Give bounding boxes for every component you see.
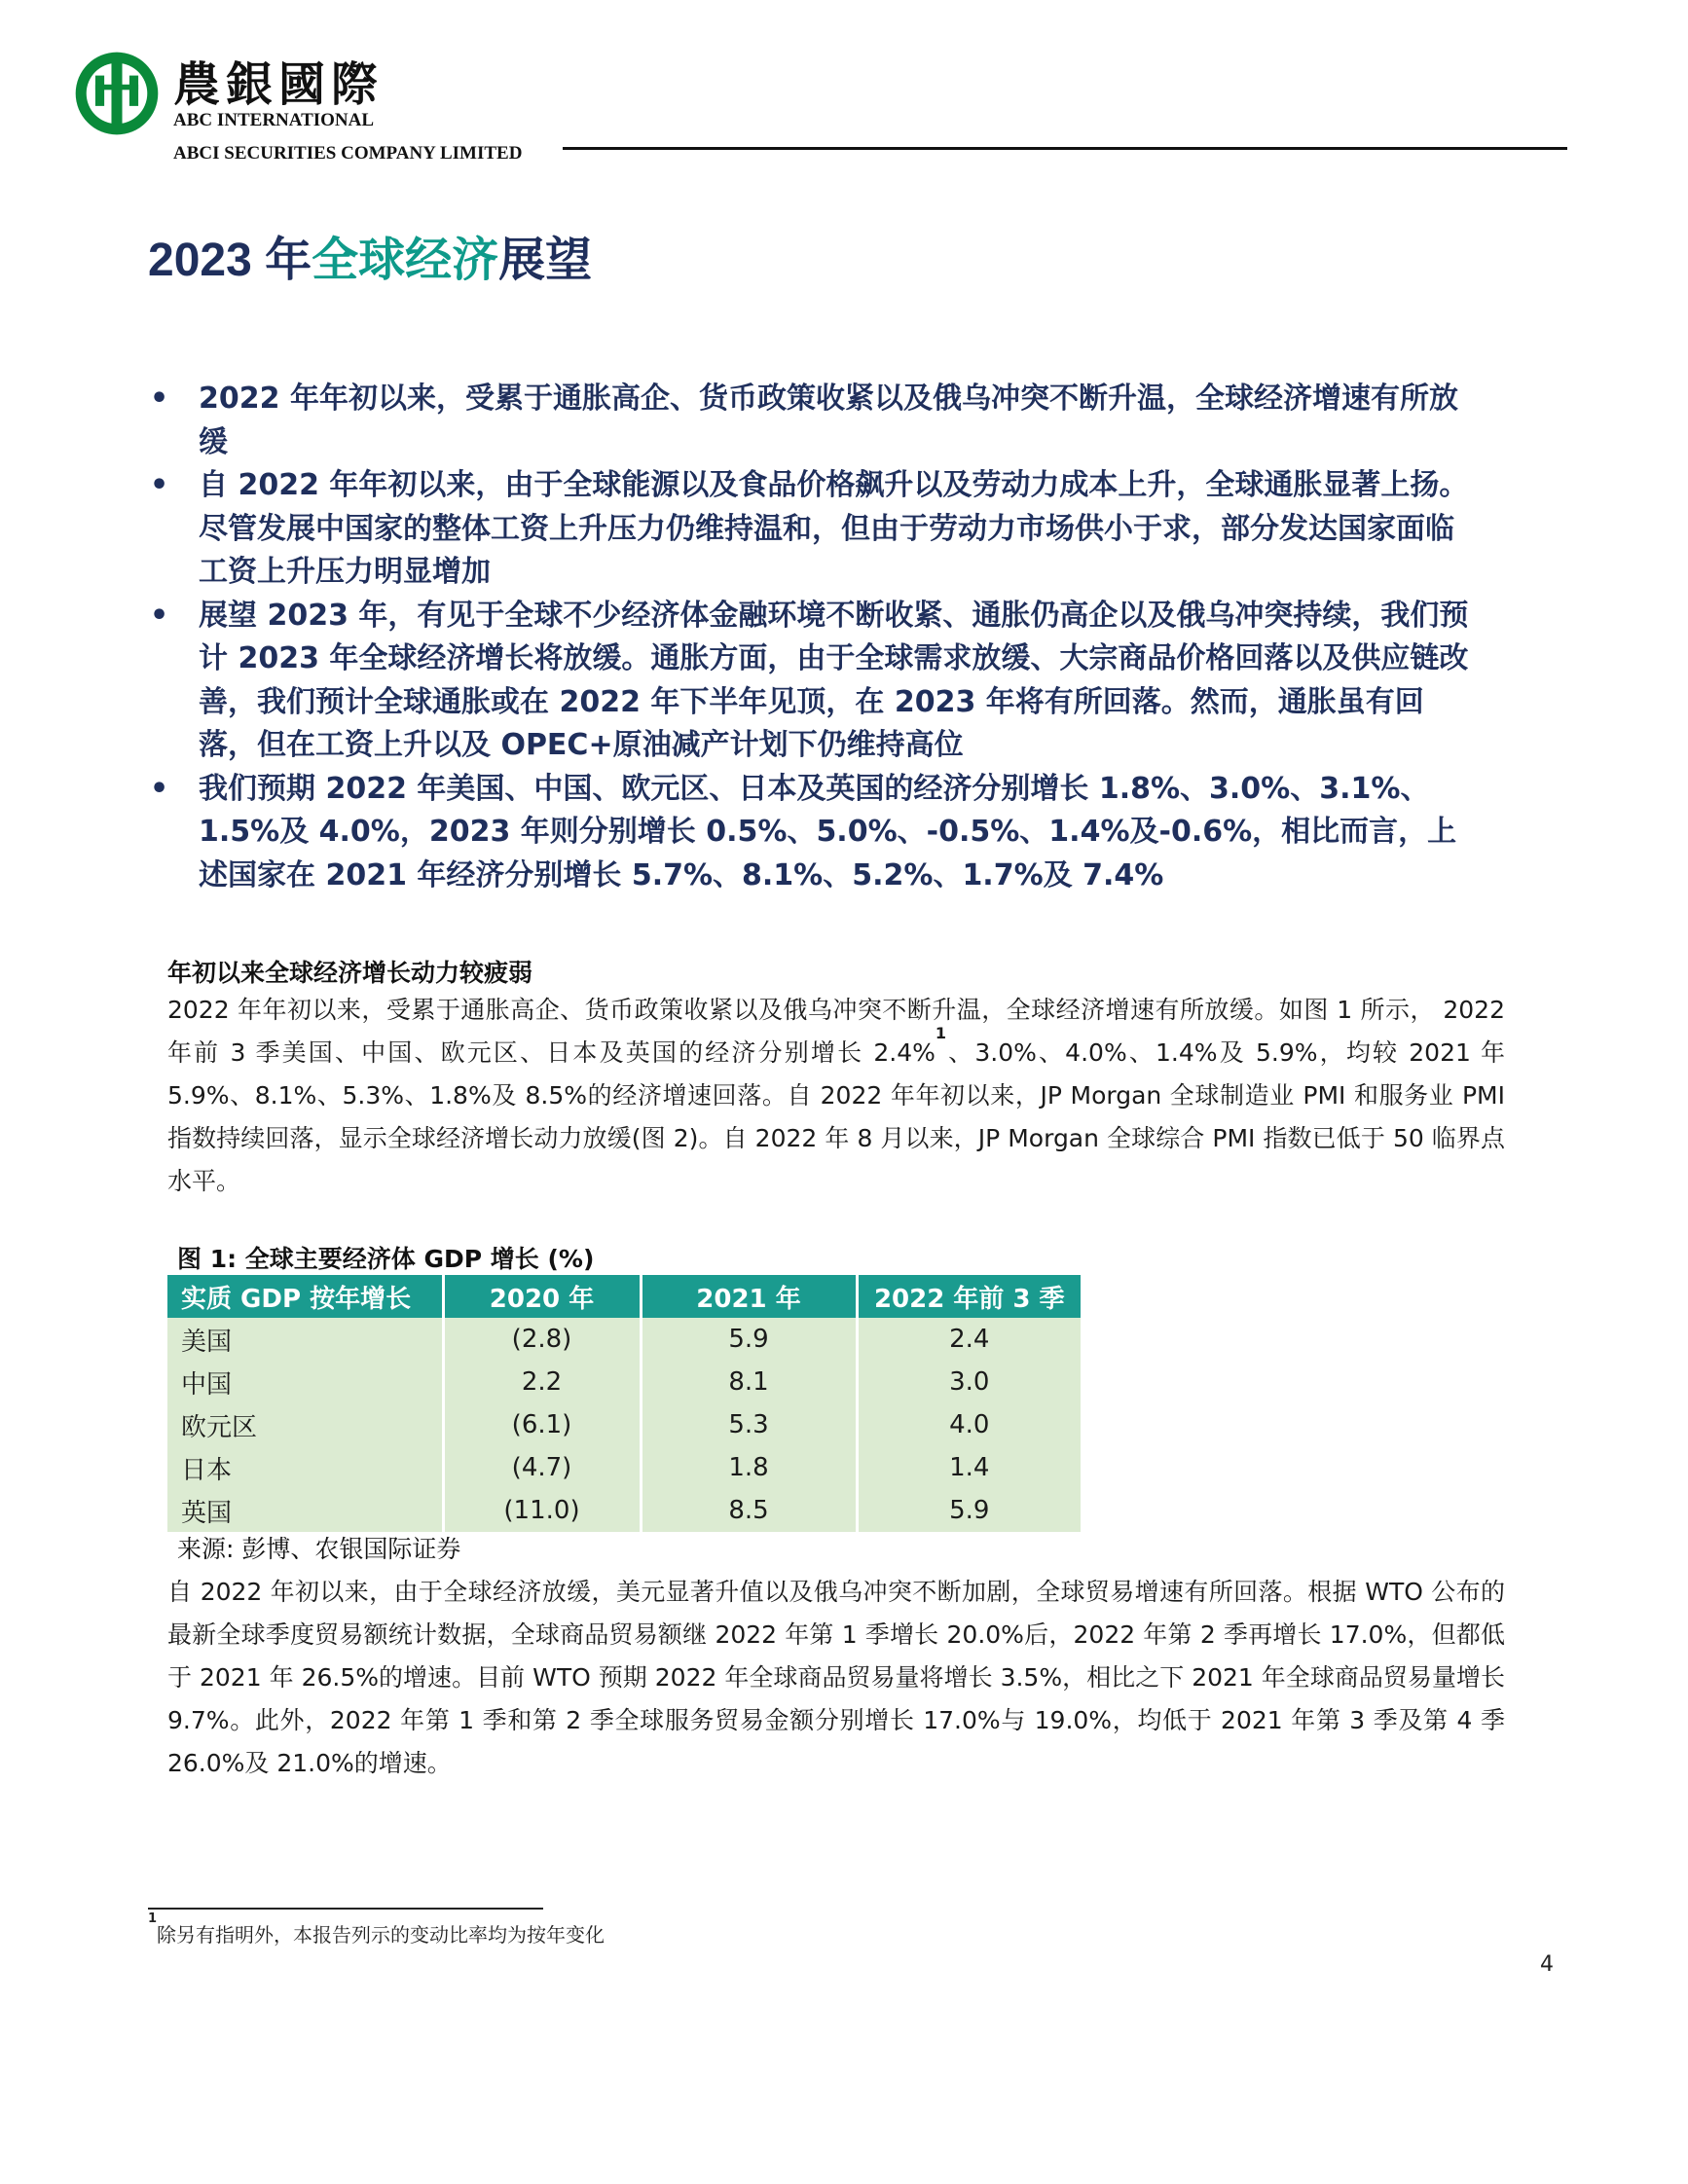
column-header: 实质 GDP 按年增长 [167,1275,443,1318]
page-number: 4 [1540,1952,1554,1977]
key-point: • 展望 2023 年，有见于全球不少经济体金融环境不断收紧、通胀仍高企以及俄乌冲突持续，我们预计 2023 年全球经济增长将放缓。通胀方面，由于全球需求放缓、大宗商品价格回落以及供应链改善，我们预计全球通胀或在 2022 年下半年见顶，在 2023 年将有所回落。然而，通胀虽有回落，但在工资上升以及 OPEC+原油减产计划下仍维持高位 [146,595,1480,768]
key-point: • 我们预期 2022 年美国、中国、欧元区、日本及英国的经济分别增长 1.8%、3.0%、3.1%、1.5%及 4.0%，2023 年则分别增长 0.5%、5.0%、-0.5%、1.4%及-0.6%，相比而言，上述国家在 2021 年经济分别增长 5.7%、8.1%、5.2%、1.7%及 7.4% [146,768,1480,898]
title-part-highlight: 全球经济 [312,235,499,286]
row-label: 欧元区 [167,1403,443,1446]
table-cell: 4.0 [857,1403,1081,1446]
table-source: 来源: 彭博、农银国际证券 [177,1535,461,1563]
body-paragraph: 自 2022 年初以来，由于全球经济放缓，美元显著升值以及俄乌冲突不断加剧，全球贸易增速有所回落。根据 WTO 公布的最新全球季度贸易额统计数据，全球商品贸易额继 2022 年第 1 季增长 20.0%后，2022 年第 2 季再增长 17.0%，但都低于 2021 年 26.5%的增速。目前 WTO 预期 2022 年全球商品贸易量将增长 3.5%，相比之下 2021 年全球商品贸易量增长 9.7%。此外，2022 年第 1 季和第 2 季全球服务贸易金额分别增长 17.0%与 19.0%，均低于 2021 年第 3 季及第 4 季 26.0%及 21.0%的增速。 [167,1578,1505,1777]
table-cell: (6.1) [443,1403,641,1446]
table-cell: (2.8) [443,1318,641,1361]
gdp-growth-table [167,1275,1081,1532]
column-header: 2022 年前 3 季 [857,1275,1081,1318]
abc-logo-icon [72,49,162,138]
section-heading: 年初以来全球经济增长动力较疲弱 [167,959,533,987]
table-row [167,1489,1081,1532]
table-cell: 3.0 [857,1361,1081,1403]
table-cell: 2.2 [443,1361,641,1403]
table-row [167,1446,1081,1489]
body-paragraph [167,989,1505,1203]
company-name: ABCI SECURITIES COMPANY LIMITED [173,143,523,164]
paragraph-text: 2022 年年初以来，受累于通胀高企、货币政策收紧以及俄乌冲突不断升温，全球经济增速有所放缓。如图 1 所示， 2022 年前 3 季美国、中国、欧元区、日本及英国的经济分别增长 2.4% [167,996,1505,1067]
row-label: 日本 [167,1446,443,1489]
paragraph-text: 、3.0%、4.0%、1.4%及 5.9%，均较 2021 年 5.9%、8.1%、5.3%、1.8%及 8.5%的经济增速回落。自 2022 年年初以来，JP Morgan 全球制造业 PMI 和服务业 PMI 指数持续回落，显示全球经济增长动力放缓(图 2)。自 2022 年 8 月以来，JP Morgan 全球综合 PMI 指数已低于 50 临界点水平。 [167,1038,1505,1195]
column-header: 2021 年 [641,1275,857,1318]
brand-name-chinese: 農銀國際 [173,57,385,112]
key-point: • 2022 年年初以来，受累于通胀高企、货币政策收紧以及俄乌冲突不断升温，全球经济增速有所放缓 [146,378,1480,464]
table-cell: (11.0) [443,1489,641,1532]
table-cell: 1.4 [857,1446,1081,1489]
footnote-reference: 1 [935,1024,947,1042]
title-part-year: 2023 年 [148,235,312,286]
footnote-divider [148,1908,543,1910]
table-cell: 8.1 [641,1361,857,1403]
brand-name-english: ABC INTERNATIONAL [173,110,375,130]
table-cell: 2.4 [857,1318,1081,1361]
footnote-text: 除另有指明外，本报告列示的变动比率均为按年变化 [157,1923,605,1947]
figure-caption: 图 1: 全球主要经济体 GDP 增长 (%) [177,1245,595,1273]
footnote-mark: 1 [148,1911,158,1926]
table-cell: (4.7) [443,1446,641,1489]
table-cell: 5.3 [641,1403,857,1446]
footnote [148,1911,605,1947]
table-row [167,1318,1081,1361]
row-label: 英国 [167,1489,443,1532]
title-part-end: 展望 [498,235,593,286]
header-divider [563,147,1567,150]
table-row [167,1361,1081,1403]
table-cell: 5.9 [857,1489,1081,1532]
table-cell: 1.8 [641,1446,857,1489]
table-cell: 8.5 [641,1489,857,1532]
table-cell: 5.9 [641,1318,857,1361]
key-point: • 自 2022 年年初以来，由于全球能源以及食品价格飙升以及劳动力成本上升，全球通胀显著上扬。尽管发展中国家的整体工资上升压力仍维持温和，但由于劳动力市场供小于求，部分发达国家面临工资上升压力明显增加 [146,464,1480,595]
row-label: 美国 [167,1318,443,1361]
table-header-row [167,1275,1081,1318]
row-label: 中国 [167,1361,443,1403]
table-row [167,1403,1081,1446]
key-points-list [146,378,1480,897]
page-title [148,222,592,289]
column-header: 2020 年 [443,1275,641,1318]
